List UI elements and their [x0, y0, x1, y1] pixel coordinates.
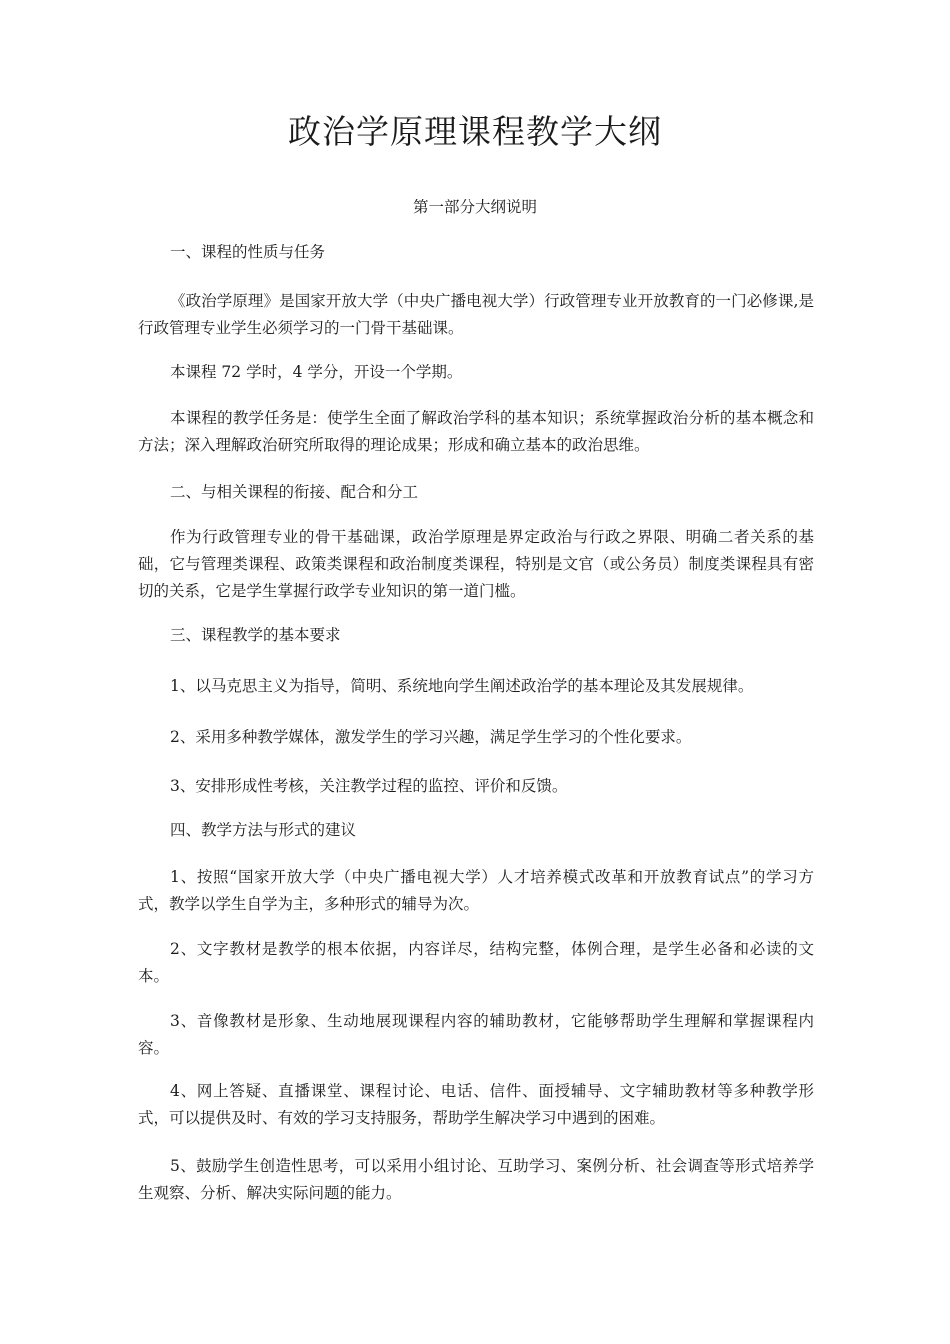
paragraph: 《政治学原理》是国家开放大学（中央广播电视大学）行政管理专业开放教育的一门必修课,是行政管理专业学生必须学习的一门骨干基础课。 — [138, 292, 814, 337]
list-item: 4、网上答疑、直播课堂、课程讨论、电话、信件、面授辅导、文字辅助教材等多种教学形式，可以提供及时、有效的学习支持服务，帮助学生解决学习中遇到的困难。 — [138, 1082, 814, 1127]
section-heading: 四、教学方法与形式的建议 — [170, 821, 357, 839]
part-title: 第一部分大纲说明 — [412, 198, 537, 216]
list-item: 5、鼓励学生创造性思考，可以采用小组讨论、互助学习、案例分析、社会调查等形式培养学生观察、分析、解决实际问题的能力。 — [138, 1157, 814, 1202]
document-title: 政治学原理课程教学大纲 — [288, 112, 662, 151]
list-item: 2、采用多种教学媒体，激发学生的学习兴趣，满足学生学习的个性化要求。 — [170, 728, 692, 746]
section-heading: 一、课程的性质与任务 — [170, 243, 326, 261]
list-item: 2、文字教材是教学的根本依据，内容详尽，结构完整，体例合理，是学生必备和必读的文本。 — [138, 940, 814, 985]
list-item: 3、音像教材是形象、生动地展现课程内容的辅助教材，它能够帮助学生理解和掌握课程内容。 — [138, 1012, 814, 1057]
list-item: 1、以马克思主义为指导，简明、系统地向学生阐述政治学的基本理论及其发展规律。 — [170, 677, 754, 695]
section-heading: 二、与相关课程的衔接、配合和分工 — [170, 483, 419, 501]
paragraph: 本课程 72 学时，4 学分，开设一个学期。 — [170, 363, 463, 381]
section-heading: 三、课程教学的基本要求 — [170, 626, 341, 644]
list-item: 3、安排形成性考核，关注教学过程的监控、评价和反馈。 — [170, 777, 568, 795]
paragraph: 本课程的教学任务是：使学生全面了解政治学科的基本知识；系统掌握政治分析的基本概念和方法；深入理解政治研究所取得的理论成果；形成和确立基本的政治思维。 — [138, 409, 814, 454]
list-item: 1、按照“国家开放大学（中央广播电视大学）人才培养模式改革和开放教育试点”的学习方式，教学以学生自学为主，多种形式的辅导为次。 — [138, 868, 814, 913]
paragraph: 作为行政管理专业的骨干基础课，政治学原理是界定政治与行政之界限、明确二者关系的基础，它与管理类课程、政策类课程和政治制度类课程，特别是文官（或公务员）制度类课程具有密切的关系，它是学生掌握行政学专业知识的第一道门槛。 — [138, 528, 814, 600]
